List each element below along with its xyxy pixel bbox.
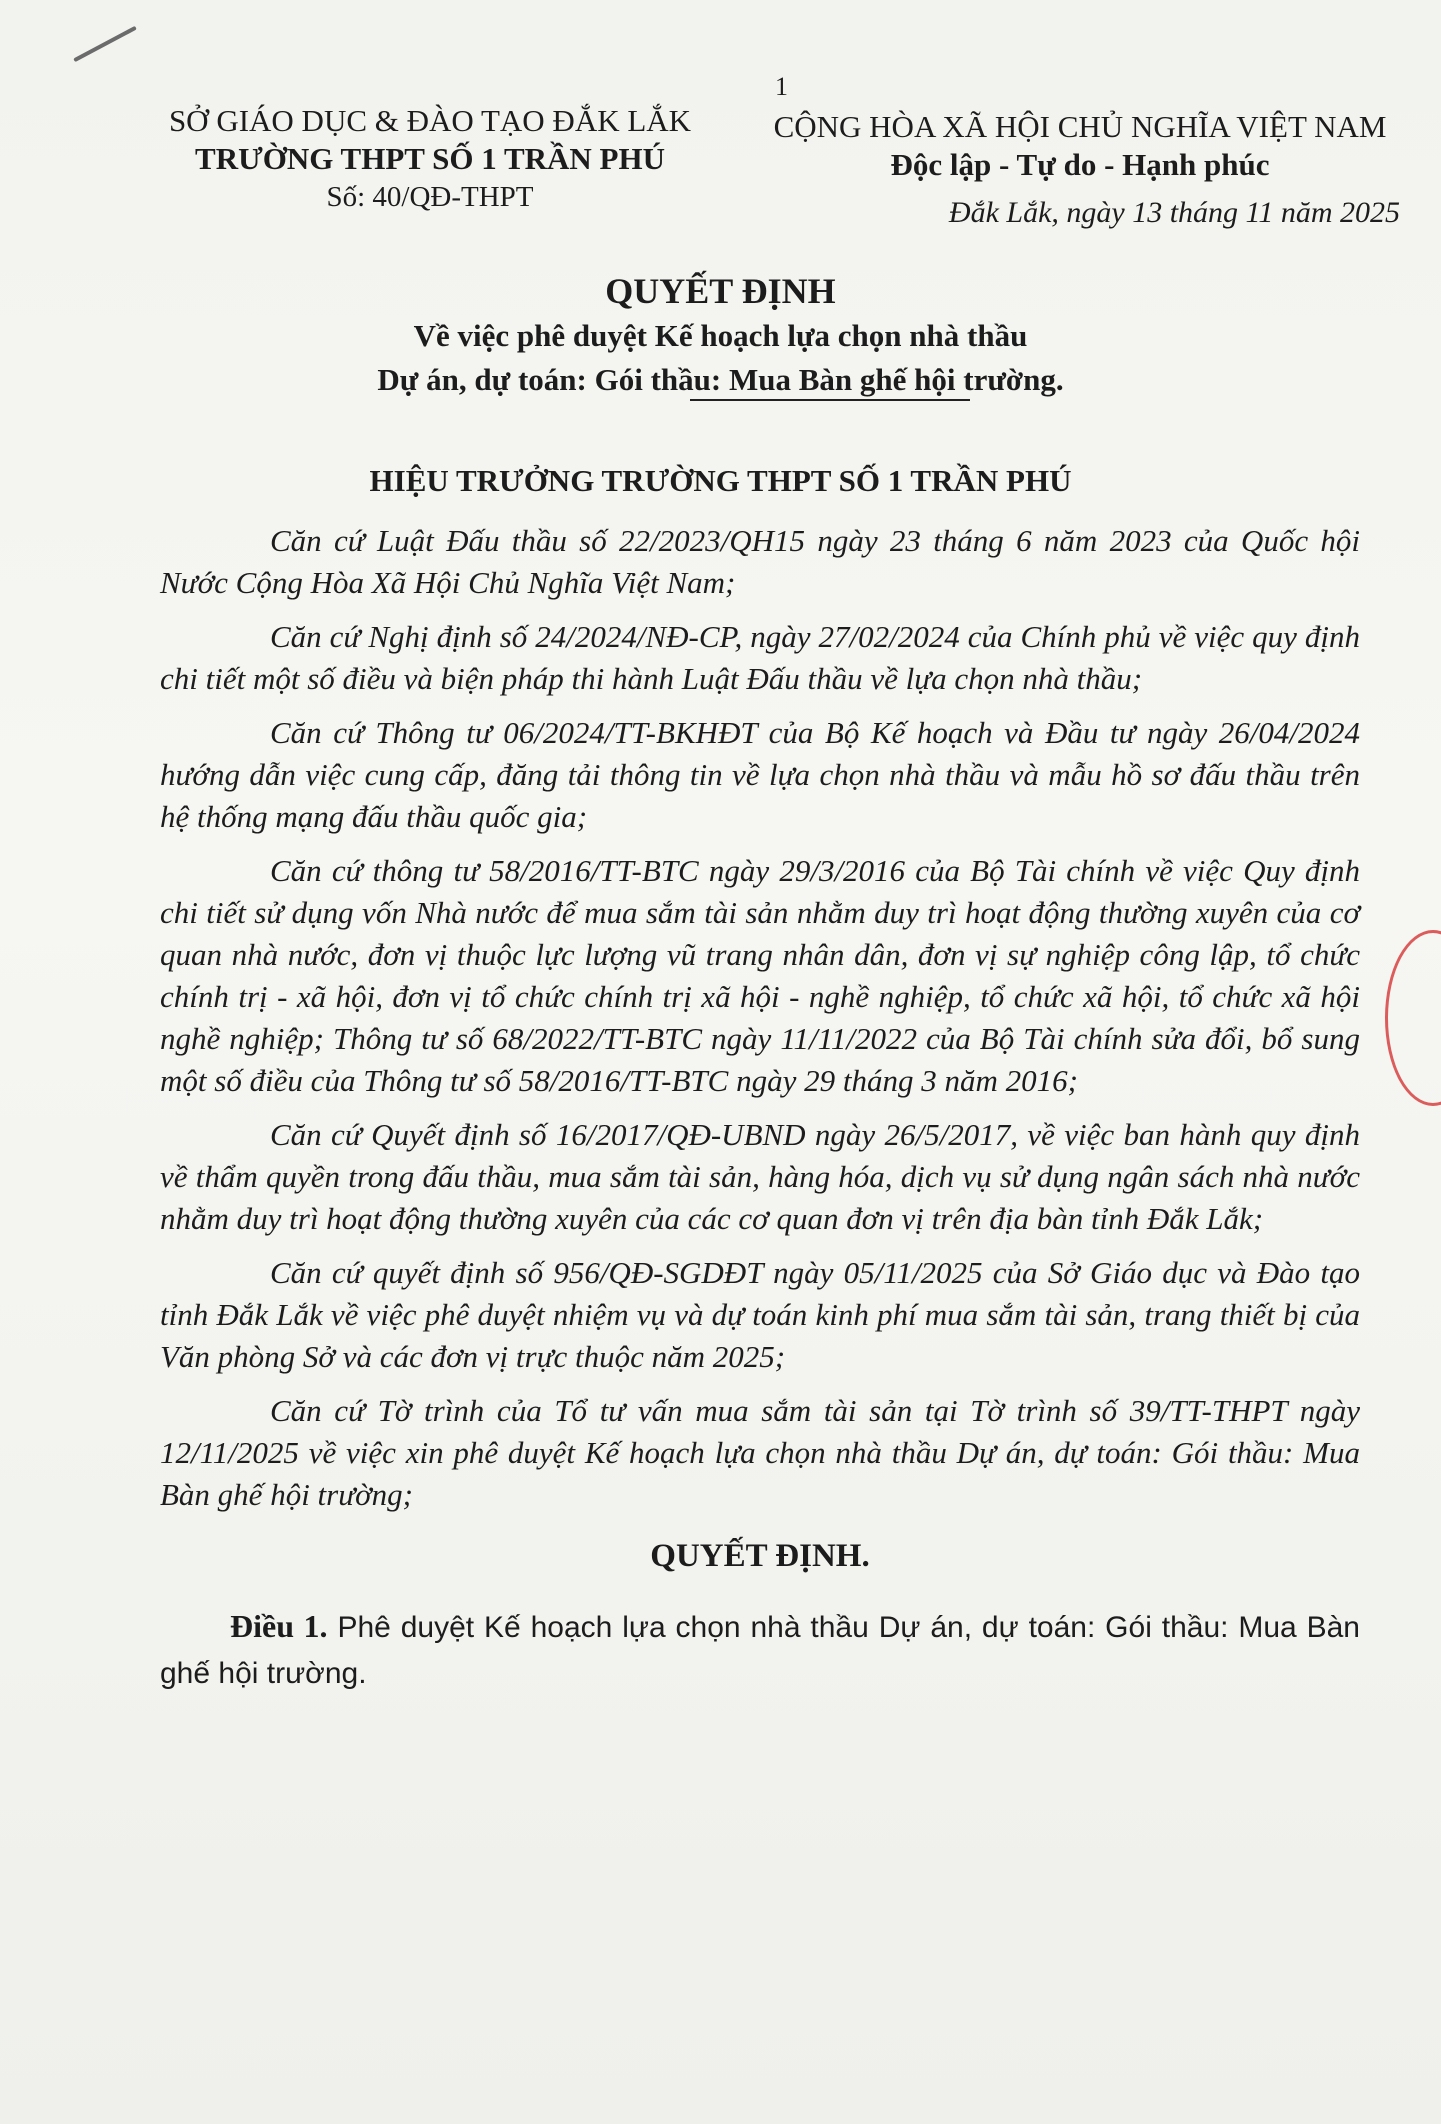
preamble-paragraph: Căn cứ thông tư 58/2016/TT-BTC ngày 29/3/2016 của Bộ Tài chính về việc Quy định chi tiết sử dụng vốn Nhà nước để mua sắm tài sản nhằm duy trì hoạt động thường xuyên của cơ quan nhà nước, đơn vị thuộc lực lượng vũ trang nhân dân, đơn vị sự nghiệp công lập, tổ chức chính trị - xã hội, đơn vị tổ chức chính trị xã hội - nghề nghiệp, tổ chức xã hội, tổ chức xã hội nghề nghiệp; Thông tư số 68/2022/TT-BTC ngày 11/11/2022 của Bộ Tài chính sửa đổi, bổ sung một số điều của Thông tư số 58/2016/TT-BTC ngày 29 tháng 3 năm 2016;: [160, 853, 1360, 1098]
document-number: Số: 40/QĐ-THPT: [326, 181, 534, 213]
title-subject-line-1: Về việc phê duyệt Kế hoạch lựa chọn nhà thầu: [413, 318, 1028, 353]
preamble-paragraph: Căn cứ Thông tư 06/2024/TT-BKHĐT của Bộ Kế hoạch và Đầu tư ngày 26/04/2024 hướng dẫn việc cung cấp, đăng tải thông tin về lựa chọn nhà thầu và mẫu hồ sơ đấu thầu trên hệ thống mạng đấu thầu quốc gia;: [160, 715, 1360, 834]
country-name: CỘNG HÒA XÃ HỘI CHỦ NGHĨA VIỆT NAM: [773, 109, 1387, 144]
issuer-header: [140, 102, 720, 216]
preamble-paragraph: Căn cứ Nghị định số 24/2024/NĐ-CP, ngày 27/02/2024 của Chính phủ về việc quy định chi tiết một số điều và biện pháp thi hành Luật Đấu thầu về lựa chọn nhà thầu;: [160, 619, 1360, 696]
decision-heading: QUYẾT ĐỊNH.: [650, 1538, 870, 1574]
school-name: TRƯỜNG THPT SỐ 1 TRẦN PHÚ: [195, 141, 665, 176]
title-subject-line-2: Dự án, dự toán: Gói thầu: Mua Bàn ghế hội trường.: [377, 362, 1064, 397]
department-name: SỞ GIÁO DỤC & ĐÀO TẠO ĐẮK LẮK: [168, 103, 692, 138]
preamble-paragraph: Căn cứ Luật Đấu thầu số 22/2023/QH15 ngày 23 tháng 6 năm 2023 của Quốc hội Nước Cộng Hòa Xã Hội Chủ Nghĩa Việt Nam;: [160, 523, 1360, 600]
document-body: [160, 520, 1360, 1697]
document-title: QUYẾT ĐỊNH: [605, 271, 836, 311]
preamble-paragraph: Căn cứ Quyết định số 16/2017/QĐ-UBND ngày 26/5/2017, về việc ban hành quy định về thẩm quyền trong đấu thầu, mua sắm tài sản, hàng hóa, dịch vụ sử dụng ngân sách nhà nước nhằm duy trì hoạt động thường xuyên của các cơ quan đơn vị trên địa bàn tỉnh Đắk Lắk;: [160, 1117, 1360, 1236]
document-title-block: [0, 268, 1441, 402]
issuing-authority: HIỆU TRƯỞNG TRƯỜNG THPT SỐ 1 TRẦN PHÚ: [369, 463, 1072, 498]
article-1-text: Phê duyệt Kế hoạch lựa chọn nhà thầu Dự án, dự toán: Gói thầu: Mua Bàn ghế hội trường.: [160, 1611, 1360, 1690]
national-motto: Độc lập - Tự do - Hạnh phúc: [890, 147, 1270, 182]
red-stamp-edge: [1385, 930, 1441, 1106]
pen-mark: [73, 26, 137, 62]
place-date: Đắk Lắk, ngày 13 tháng 11 năm 2025: [948, 196, 1400, 229]
article-1: [160, 1603, 1360, 1697]
article-1-label: Điều 1.: [230, 1608, 328, 1644]
preamble-paragraph: Căn cứ Tờ trình của Tổ tư vấn mua sắm tài sản tại Tờ trình số 39/TT-THPT ngày 12/11/2025 về việc xin phê duyệt Kế hoạch lựa chọn nhà thầu Dự án, dự toán: Gói thầu: Mua Bàn ghế hội trường;: [160, 1393, 1360, 1512]
national-header: [745, 108, 1415, 184]
title-underline: [690, 399, 970, 401]
preamble-paragraph: Căn cứ quyết định số 956/QĐ-SGDĐT ngày 05/11/2025 của Sở Giáo dục và Đào tạo tỉnh Đắk Lắk về việc phê duyệt nhiệm vụ và dự toán kinh phí mua sắm tài sản, trang thiết bị của Văn phòng Sở và các đơn vị trực thuộc năm 2025;: [160, 1255, 1360, 1374]
page-number: 1: [775, 72, 788, 101]
